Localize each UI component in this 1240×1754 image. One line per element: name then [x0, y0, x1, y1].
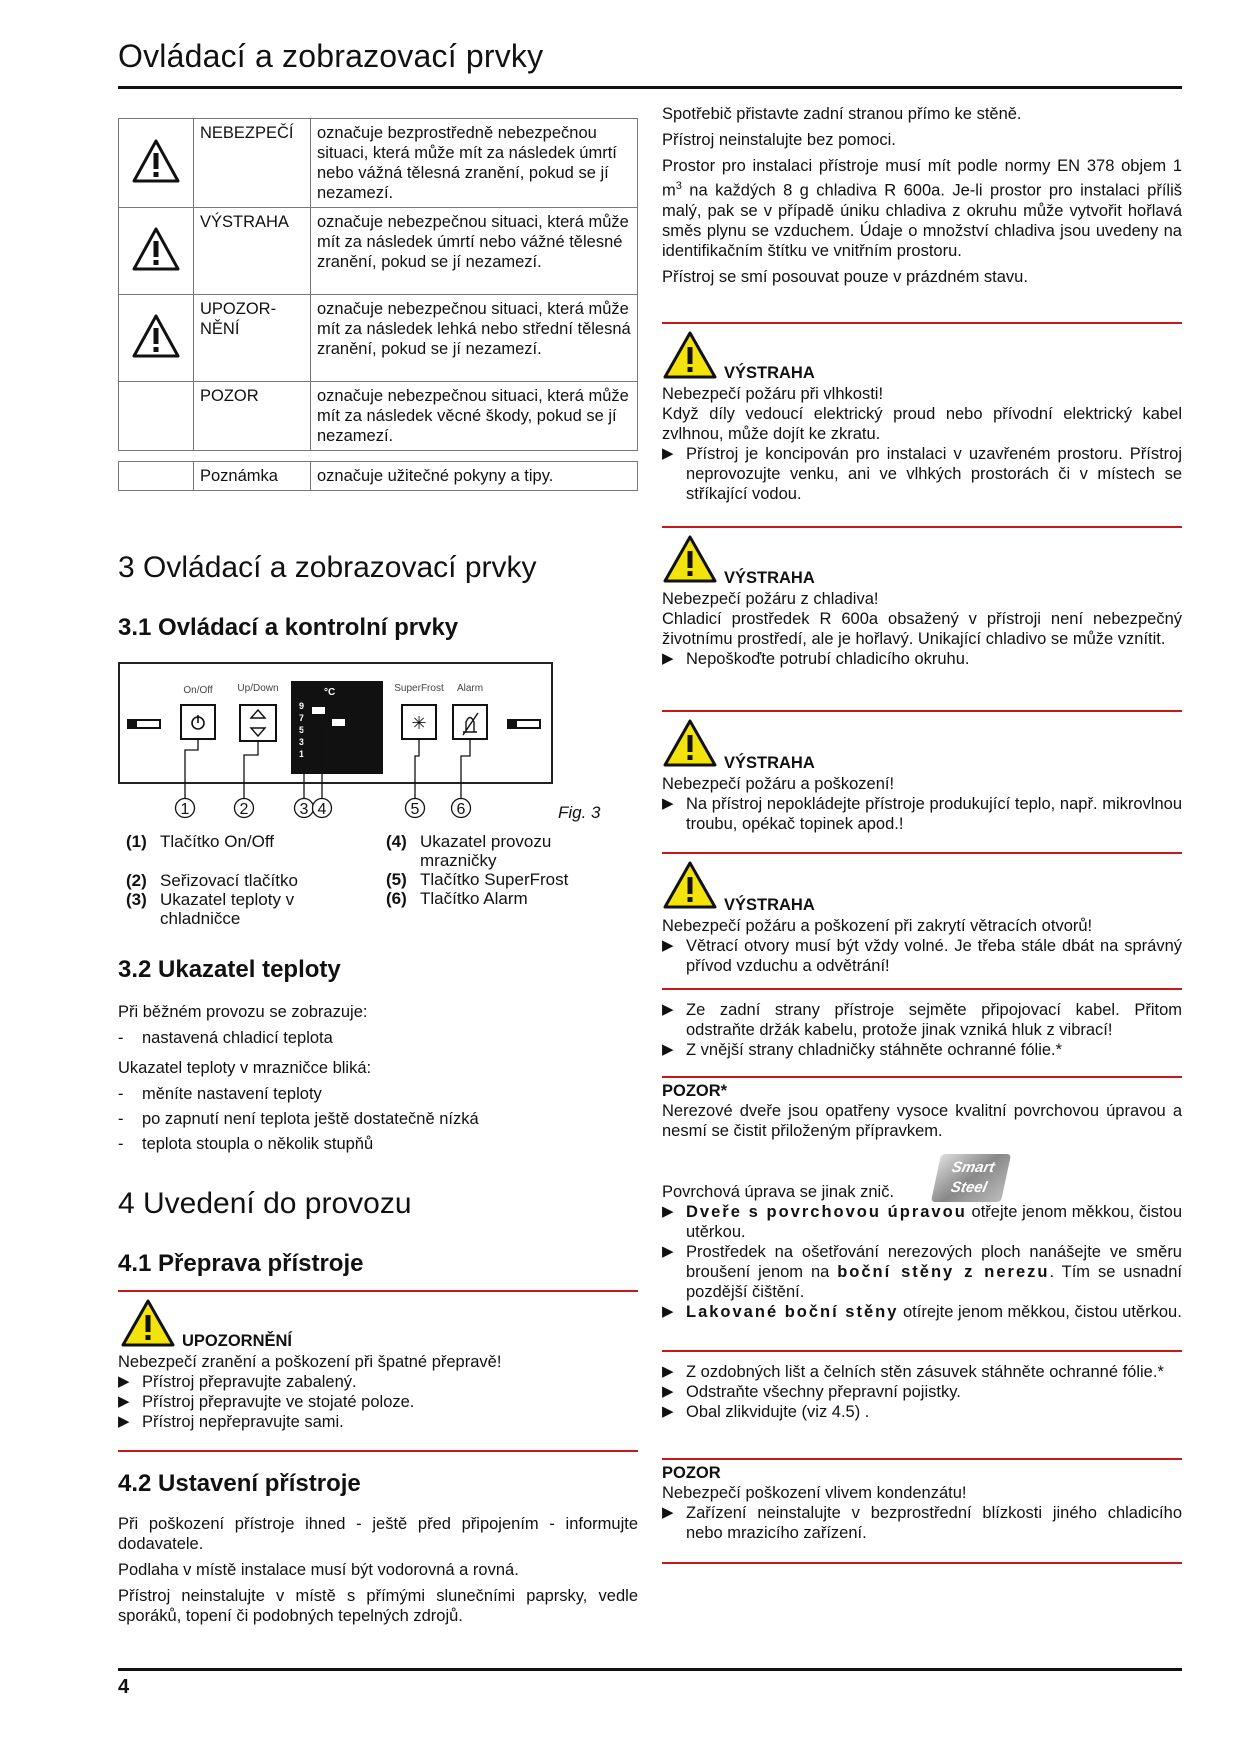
vent-warning: Nebezpečí požáru a poškození při zakrytí větracích otvorů! ▶ Větrací otvory musí být vždy volné. Je třeba stále dbát na správný přívod vzduchu a odvětrání!	[662, 916, 1182, 976]
table-row	[119, 295, 638, 382]
red-rule	[662, 852, 1182, 854]
legend-item: (2) Seřizovací tlačítko	[126, 871, 298, 890]
superfrost-label: SuperFrost	[394, 683, 444, 694]
term-cell: POZOR	[194, 382, 311, 451]
warning-triangle-icon	[119, 295, 194, 382]
title-rule	[118, 86, 1182, 89]
install-steps-1	[662, 1000, 1182, 1060]
page-title: Ovládací a zobrazovací prvky	[118, 38, 544, 74]
warning-title: UPOZORNĚNÍ	[182, 1332, 293, 1350]
warning-yellow-icon	[662, 330, 718, 380]
legend-col-1	[126, 832, 386, 928]
desc-cell: označuje nebezpečnou situaci, která může mít za následek úmrtí nebo vážné tělesné zranění, pokud se jí nezamezí.	[311, 208, 638, 295]
list-item: ▶ Přístroj nepřepravujte sami.	[118, 1412, 638, 1432]
warning-triangle-icon	[119, 208, 194, 295]
red-rule	[662, 526, 1182, 528]
list-item: ▶ Dveře s povrchovou úpravou otřejte jenom měkkou, čistou utěrkou.	[662, 1202, 1182, 1242]
warning-title: VÝSTRAHA	[724, 754, 815, 772]
section-3-1-heading: 3.1 Ovládací a kontrolní prvky	[118, 614, 459, 641]
list-item: ▶ Odstraňte všechny přepravní pojistky.	[662, 1382, 1182, 1402]
snowflake-icon: ✳	[411, 713, 427, 734]
legend-item: (1) Tlačítko On/Off	[126, 832, 275, 851]
red-rule	[662, 988, 1182, 990]
paragraph: Spotřebič přistavte zadní stranou přímo ke stěně.	[662, 105, 1022, 123]
installation-text	[662, 104, 1182, 287]
refrigerant-warning: Nebezpečí požáru z chladiva! Chladicí prostředek R 600a obsažený v přístroji není nebezpečný životnímu prostředí, ale je hořlavý. Unikající chladivo se může vznítit. ▶ Nepoškoďte potrubí chladicího okruhu.	[662, 589, 1182, 669]
moisture-warning: Nebezpečí požáru při vlhkosti! Když díly vedoucí elektrický proud nebo přívodní elektrický kabel zvlhnou, může dojít ke zkratu. ▶ Přístroj je koncipován pro instalaci v uzavřeném prostoru. Přístroj neprovozujte venku, ani ve vlhkých prostorách či v místech se stříkající vodou.	[662, 384, 1182, 504]
celsius-label: °C	[324, 687, 336, 698]
term-cell: NEBEZPEČÍ	[194, 119, 311, 208]
section-3-heading: 3 Ovládací a zobrazovací prvky	[118, 551, 537, 584]
red-rule	[662, 1562, 1182, 1564]
list-item: ▶ Z vnější strany chladničky stáhněte ochranné fólie.*	[662, 1040, 1182, 1060]
section-4-1-heading: 4.1 Přeprava přístroje	[118, 1250, 364, 1277]
legend-col-2	[386, 832, 636, 908]
section-4-2-body	[118, 1514, 638, 1626]
paragraph: Při poškození přístroje ihned - ještě před připojením - informujte dodavatele.	[118, 1515, 638, 1553]
alarm-button	[453, 705, 487, 739]
callout-number: 1	[180, 801, 190, 818]
red-rule	[118, 1450, 638, 1452]
legend-item: (4) Ukazatel provozu mrazničky	[386, 832, 552, 870]
alarm-label: Alarm	[456, 683, 484, 694]
list-item: - měníte nastavení teploty	[118, 1084, 638, 1104]
list-item: ▶ Nepoškoďte potrubí chladicího okruhu.	[662, 649, 1182, 669]
control-panel-figure	[118, 660, 638, 832]
desc-cell: označuje nebezpečnou situaci, která může mít za následek věcné škody, pokud se jí nezamezí.	[311, 382, 638, 451]
warning-triangle-icon	[119, 119, 194, 208]
list-item: ▶ Zařízení neinstalujte v bezprostřední blízkosti jiného chladicího nebo mrazicího zařízení.	[662, 1503, 1182, 1543]
paragraph: Podlaha v místě instalace musí být vodorovná a rovná.	[118, 1561, 519, 1579]
list-item: ▶ Obal zlikvidujte (viz 4.5) .	[662, 1402, 1182, 1422]
list-item: ▶ Přístroj přepravujte ve stojaté poloze.	[118, 1392, 638, 1412]
fridge-temp-bar	[312, 707, 325, 714]
red-rule	[662, 1350, 1182, 1352]
paragraph: Prostor pro instalaci přístroje musí mít podle normy EN 378 objem 1 $m^3$ na každých 8 g chladiva R 600a. Je-li prostor pro instalaci příliš malý, pak se v případě úniku chladiva z okruhu může vytvořit hořlavá směs plynu se vzduchem. Údaje o množství chladiva jsou uvedeny na identifikačním štítku ve vnitřním prostoru.	[662, 157, 1182, 260]
temperature-display	[291, 681, 383, 774]
red-rule	[662, 322, 1182, 324]
onoff-label: On/Off	[183, 685, 213, 696]
figure-label: Fig. 3	[558, 803, 601, 822]
term-cell: VÝSTRAHA	[194, 208, 311, 295]
footer-rule	[118, 1668, 1182, 1671]
list-item: ▶ Větrací otvory musí být vždy volné. Je třeba stále dbát na správný přívod vzduchu a odvětrání!	[662, 936, 1182, 976]
list-item: ▶ Přístroj přepravujte zabalený.	[118, 1372, 638, 1392]
list-item: - teplota stoupla o několik stupňů	[118, 1134, 638, 1154]
page-number: 4	[118, 1676, 130, 1698]
callout-number: 6	[456, 801, 466, 818]
warning-yellow-icon	[120, 1298, 176, 1348]
section-3-2-heading: 3.2 Ukazatel teploty	[118, 956, 341, 983]
paragraph: Ukazatel teploty v mrazničce bliká:	[118, 1059, 372, 1077]
scale-tick-label: 7	[299, 713, 305, 723]
desc-cell: označuje užitečné pokyny a tipy.	[311, 462, 638, 491]
stainless-caution: POZOR* Nerezové dveře jsou opatřeny vysoce kvalitní povrchovou úpravou a nesmí se čistit přiloženým přípravkem.	[662, 1082, 1182, 1140]
red-rule	[662, 1458, 1182, 1460]
warning-yellow-icon	[662, 718, 718, 768]
freezer-temp-bar	[332, 719, 345, 726]
signal-word-table	[118, 118, 638, 491]
red-rule	[118, 1290, 638, 1292]
paragraph: Přístroj neinstalujte bez pomoci.	[662, 131, 896, 149]
table-row	[119, 382, 638, 451]
list-item: - nastavená chladicí teplota	[118, 1028, 638, 1048]
red-rule	[662, 1076, 1182, 1078]
term-cell: UPOZORNĚNÍ	[194, 295, 311, 382]
table-row	[119, 208, 638, 295]
table-row	[119, 462, 638, 491]
legend-item: (6) Tlačítko Alarm	[386, 889, 528, 908]
callout-number: 5	[410, 801, 420, 818]
list-item: ▶ Prostředek na ošetřování nerezových ploch nanášejte ve směru broušení jenom na boční stěny z nerezu. Tím se usnadní pozdější čištění.	[662, 1242, 1182, 1302]
section-4-heading: 4 Uvedení do provozu	[118, 1187, 412, 1220]
transport-warning: Nebezpečí zranění a poškození při špatné přepravě! ▶ Přístroj přepravujte zabalený. ▶ Přístroj přepravujte ve stojaté poloze. ▶ Přístroj nepřepravujte sami.	[118, 1352, 638, 1432]
warning-yellow-icon	[662, 860, 718, 910]
scale-tick-label: 1	[299, 749, 305, 759]
legend-item: (3) Ukazatel teploty v chladničce	[126, 890, 295, 928]
scale-tick-label: 3	[299, 737, 305, 747]
table-row	[119, 119, 638, 208]
install-steps-2	[662, 1362, 1182, 1422]
desc-cell: označuje bezprostředně nebezpečnou situaci, která může mít za následek úmrtí nebo vážná tělesná zranění, pokud se jí nezamezí.	[311, 119, 638, 208]
updown-label: Up/Down	[237, 683, 279, 694]
callout-number: 3	[299, 801, 309, 818]
callout-number: 2	[239, 801, 249, 818]
list-item: ▶ Z ozdobných lišt a čelních stěn zásuvek stáhněte ochranné fólie.*	[662, 1362, 1182, 1382]
paragraph: Přístroj se smí posouvat pouze v prázdném stavu.	[662, 267, 1028, 286]
smart-steel-logo: Smart Steel	[931, 1154, 1011, 1202]
temperature-scale	[299, 701, 304, 759]
scale-tick-label: 5	[299, 725, 305, 735]
callout-number: 4	[317, 801, 327, 818]
section-4-2-heading: 4.2 Ustavení přístroje	[118, 1470, 361, 1497]
scale-tick-label: 9	[299, 701, 305, 711]
warning-title: VÝSTRAHA	[724, 896, 815, 914]
desc-cell: označuje nebezpečnou situaci, která může mít za následek lehká nebo střední tělesná zranění, pokud se jí nezamezí.	[311, 295, 638, 382]
warning-title: VÝSTRAHA	[724, 569, 815, 587]
condensate-caution: POZOR Nebezpečí poškození vlivem kondenzátu! ▶ Zařízení neinstalujte v bezprostřední blízkosti jiného chladicího nebo mrazicího zařízení.	[662, 1464, 1182, 1543]
red-rule	[662, 710, 1182, 712]
warning-title: VÝSTRAHA	[724, 364, 815, 382]
list-item: - po zapnutí není teplota ještě dostatečně nízká	[118, 1109, 638, 1129]
heat-warning: Nebezpečí požáru a poškození! ▶ Na přístroj nepokládejte přístroje produkující teplo, např. mikrovlnou troubu, opékač topinek apod.!	[662, 774, 1182, 834]
list-item: ▶ Ze zadní strany přístroje sejměte připojovací kabel. Přitom odstraňte držák kabelu, protože jinak vzniká hluk z vibrací!	[662, 1000, 1182, 1040]
term-cell: Poznámka	[194, 462, 311, 491]
warning-yellow-icon	[662, 534, 718, 584]
paragraph: Přístroj neinstalujte v místě s přímými slunečními paprsky, vedle sporáků, topení či podobných tepelných zdrojů.	[118, 1587, 638, 1625]
stainless-care: Povrchová úprava se jinak znič. ▶ Dveře s povrchovou úpravou otřejte jenom měkkou, čistou utěrkou. ▶ Prostředek na ošetřování nerezových ploch nanášejte ve směru broušení jenom na boční stěny z nerezu. Tím se usnadní pozdější čištění. ▶ Lakované boční stěny otírejte jenom měkkou, čistou utěrkou.	[662, 1182, 1182, 1322]
paragraph: Při běžném provozu se zobrazuje:	[118, 1003, 368, 1021]
list-item: ▶ Na přístroj nepokládejte přístroje produkující teplo, např. mikrovlnou troubu, opékač topinek apod.!	[662, 794, 1182, 834]
list-item: ▶ Lakované boční stěny otírejte jenom měkkou, čistou utěrkou.	[662, 1302, 1182, 1322]
list-item: ▶ Přístroj je koncipován pro instalaci v uzavřeném prostoru. Přístroj neprovozujte venku, ani ve vlhkých prostorách či v místech se stříkající vodou.	[662, 444, 1182, 504]
legend-item: (5) Tlačítko SuperFrost	[386, 870, 569, 889]
section-3-2-body	[118, 1002, 638, 1159]
